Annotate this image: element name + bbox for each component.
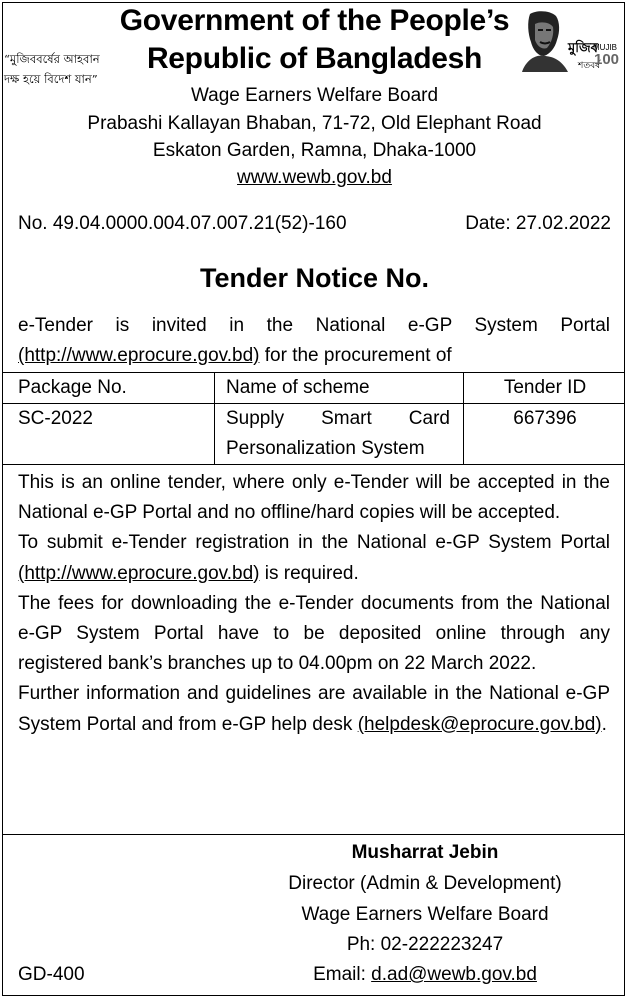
signatory-designation: Director (Admin & Development) xyxy=(288,873,562,894)
header-title-line-1: Government of the People’s xyxy=(119,4,510,37)
body-paragraph-1: This is an online tender, where only e-Tender will be accepted in the National e-GP Portal and no offline/hard copies will be accepted. xyxy=(18,472,610,524)
intro-paragraph xyxy=(18,311,610,371)
scheme-name-line-1: Supply Smart Card xyxy=(226,408,450,429)
scheme-name-line-2: Personalization System xyxy=(226,438,425,459)
body-paragraph-4 xyxy=(18,679,610,739)
helpdesk-email-link[interactable]: (helpdesk@eprocure.gov.bd) xyxy=(357,713,602,735)
signatory-org: Wage Earners Welfare Board xyxy=(301,904,549,925)
eprocure-link[interactable]: (http://www.eprocure.gov.bd) xyxy=(18,345,260,367)
body-paragraph-4-tail: . xyxy=(601,713,607,735)
body-paragraph-2-text: To submit e-Tender registration in the National e-GP System Portal xyxy=(18,532,610,554)
col-header-tender-id: Tender ID xyxy=(503,377,587,398)
body-paragraph-4-text: Further information and guidelines are available in the National e-GP System Portal and from e-GP help desk xyxy=(18,683,610,735)
signatory-email-link[interactable]: d.ad@wewb.gov.bd xyxy=(371,964,537,985)
body-paragraph-3: The fees for downloading the e-Tender documents from the National e-GP System Portal have to be deposited online through any registered bank’s branches up to 04.00pm on 22 March 2022. xyxy=(18,592,610,675)
intro-text-2: for the procurement of xyxy=(259,345,452,367)
slogan-line-1: “মুজিববর্ষের আহবান xyxy=(4,52,100,66)
svg-text:মুজিব: মুজিব xyxy=(568,41,598,56)
svg-text:MUJIB: MUJIB xyxy=(593,43,617,52)
reference-row xyxy=(18,212,611,236)
eprocure-link-2[interactable]: (http://www.eprocure.gov.bd) xyxy=(18,562,260,584)
header-org: Wage Earners Welfare Board xyxy=(190,85,439,106)
intro-text: e-Tender is invited in the National e-GP System Portal xyxy=(18,315,610,336)
signatory-email-line xyxy=(250,960,600,991)
signatory-name: Musharrat Jebin xyxy=(351,842,499,863)
body-paragraph-2 xyxy=(18,528,610,588)
tender-id: 667396 xyxy=(513,408,577,429)
package-no: SC-2022 xyxy=(18,408,93,429)
col-header-package: Package No. xyxy=(18,377,127,398)
col-header-scheme: Name of scheme xyxy=(226,377,370,398)
header-address-2: Eskaton Garden, Ramna, Dhaka-1000 xyxy=(152,140,477,161)
table-col-divider-2 xyxy=(463,372,464,464)
header-title-line-2: Republic of Bangladesh xyxy=(146,42,483,75)
svg-text:100: 100 xyxy=(594,51,620,68)
memo-number: No. 49.04.0000.004.07.007.21(52)-160 xyxy=(18,213,347,234)
signature-rule xyxy=(2,834,625,835)
notice-title: Tender Notice No. xyxy=(199,263,430,293)
gd-number: GD-400 xyxy=(18,964,85,985)
svg-text:শতবর্ষ: শতবর্ষ xyxy=(578,61,601,71)
table-col-divider-1 xyxy=(214,372,215,464)
slogan-line-2: দক্ষ হয়ে বিদেশ যান” xyxy=(4,72,98,86)
body-text xyxy=(18,468,610,740)
body-paragraph-2-tail: is required. xyxy=(259,562,359,584)
signatory-phone: Ph: 02-222223247 xyxy=(346,934,504,955)
header-address-1: Prabashi Kallayan Bhaban, 71-72, Old Elephant Road xyxy=(87,113,542,134)
table-bottom-rule xyxy=(2,464,625,465)
notice-date: Date: 27.02.2022 xyxy=(465,213,611,234)
email-label: Email: xyxy=(313,964,372,985)
website-link[interactable]: www.wewb.gov.bd xyxy=(237,167,392,188)
